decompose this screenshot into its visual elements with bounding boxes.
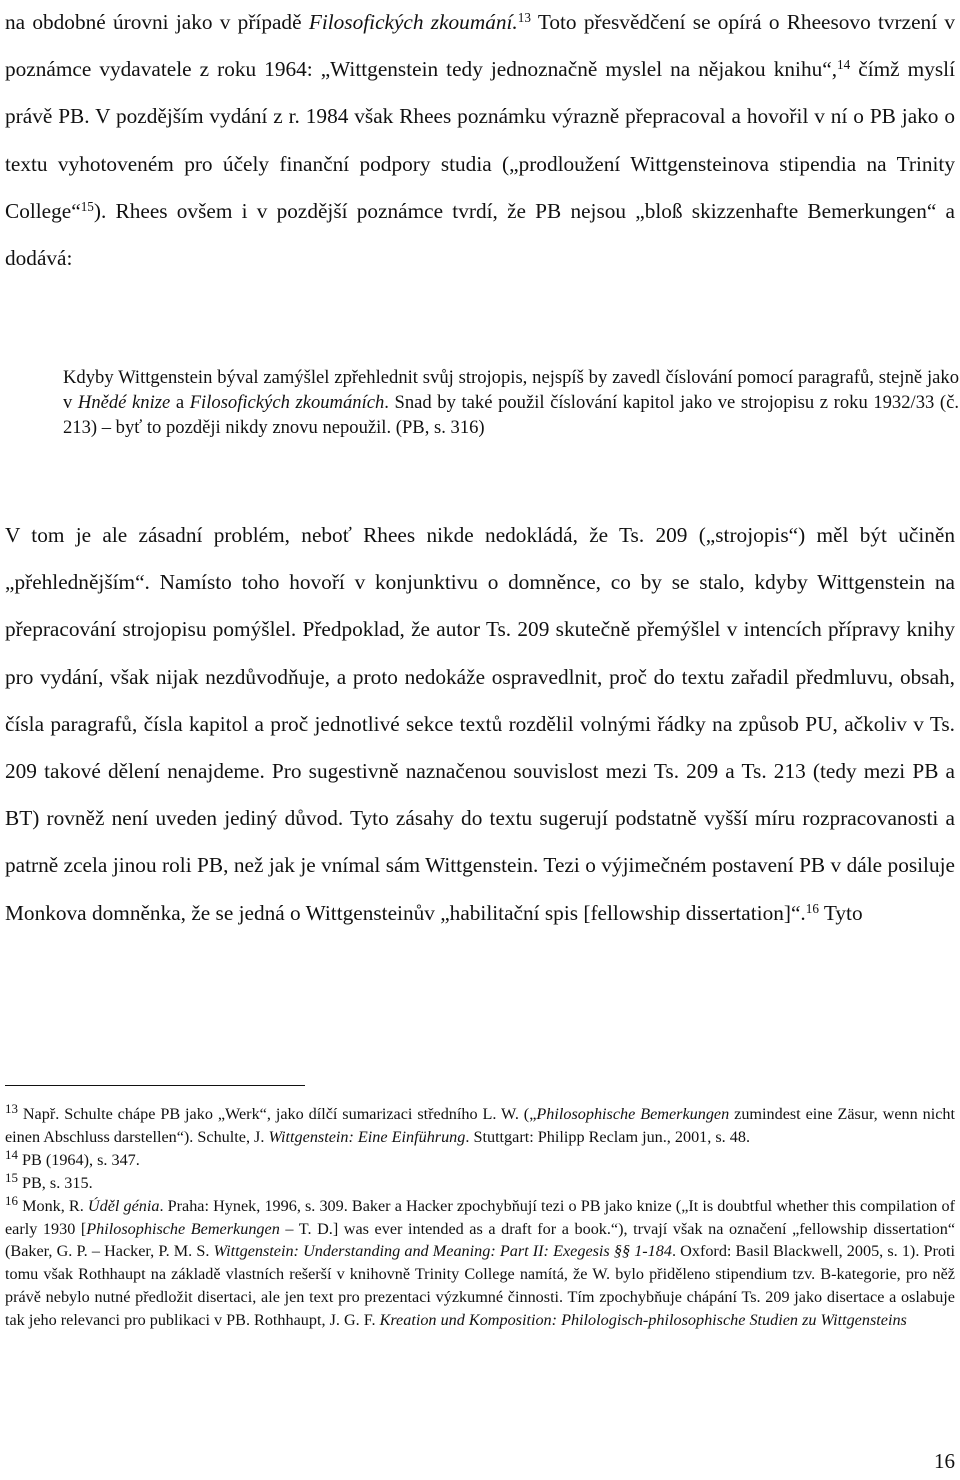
block-quote: [63, 365, 959, 440]
para1-text-b: Toto přesvědčení se opírá o Rheesovo tvrzení v poznámce vydavatele z roku 1964: „Wittgenstein tedy jednoznačně myslel na nějakou knihu“,: [5, 10, 956, 82]
footnote-ref-13[interactable]: 13: [517, 9, 531, 25]
footnote-number-13: 13: [5, 1101, 18, 1117]
footnote-number-16: 16: [5, 1192, 18, 1208]
footnote-16-text: Monk, R.: [17, 1196, 88, 1215]
footnote-ref-14[interactable]: 14: [837, 56, 851, 72]
footnote-13-text-2: zumindest eine Zäsur, wenn nicht einen Abschluss darstellen“). Schulte, J.: [5, 1105, 955, 1146]
quote-italic-hneda-kniha: Hnědé knize: [77, 392, 171, 413]
footnote-13: [5, 1103, 955, 1149]
footnote-16-italic-3: Wittgenstein: Understanding and Meaning: Part II: Exegesis §§ 1-184: [213, 1242, 672, 1261]
quote-text-b: a: [170, 392, 190, 413]
document-page: [5, 0, 959, 1330]
footnote-16-italic-4: Kreation und Komposition: Philologisch-philosophische Studien zu Wittgensteins: [379, 1311, 907, 1330]
footnotes: [5, 1103, 955, 1332]
footnote-number-14: 14: [5, 1146, 18, 1162]
para1-text-c: čímž myslí právě PB. V pozdějším vydání z r. 1984 však Rhees poznámku výrazně přepracoval a hovořil v ní o PB jako o textu vyhotoveném pro účely finanční podpory studia („prodloužení Wittgensteinova stipendia na Trinity College“: [5, 57, 956, 223]
quote-text-a: Kdyby Wittgenstein býval zamýšlel zpřehlednit svůj strojopis, nejspíš by zavedl číslování pomocí paragrafů, stejně jako v: [63, 367, 959, 413]
footnote-15: [5, 1169, 955, 1195]
para1-text-a: na obdobné úrovni jako v případě: [5, 10, 309, 34]
footnote-16-italic-2: Philosophische Bemerkungen: [86, 1219, 280, 1238]
para2-text-b: Tyto: [818, 900, 863, 925]
page-number: 16: [934, 1449, 955, 1473]
footnote-ref-15[interactable]: 15: [80, 198, 94, 214]
para1-title-italic: Filosofických zkoumání.: [308, 10, 518, 34]
footnote-13-italic-2: Wittgenstein: Eine Einführung: [268, 1127, 466, 1146]
para1-text-d: ). Rhees ovšem i v pozdější poznámce tvrdí, že PB nejsou „bloß skizzenhafte Bemerkungen“ a dodává:: [5, 198, 955, 271]
footnote-14: [5, 1146, 955, 1172]
footnote-16-text-3: – T. D.] was ever intended as a draft for a book.“), trvají však na označení „fellowship dissertation“ (Baker, G. P. – Hacker, P. M. S.: [5, 1219, 956, 1261]
footnote-separator: [5, 1085, 305, 1086]
paragraph-2: [5, 512, 955, 937]
footnote-13-italic-1: Philosophische Bemerkungen: [536, 1105, 730, 1123]
footnote-16-italic-1: Úděl génia: [87, 1196, 160, 1215]
footnote-16-text-2: . Praha: Hynek, 1996, s. 309. Baker a Hacker zpochybňují tezi o PB jako knize („It is doubtful whether this compilation of early 1930 [: [5, 1196, 955, 1238]
footnote-number-15: 15: [5, 1169, 18, 1185]
para2-text-a: V tom je ale zásadní problém, neboť Rhees nikde nedokládá, že Ts. 209 („strojopis“) měl být učiněn „přehlednějším“. Namísto toho hovoří v konjunktivu o domněnce, co by se stalo, kdyby Wittgenstein na přepracování strojopisu pomýšlel. Předpoklad, že autor Ts. 209 skutečně přemýšlel v intencích přípravy knihy pro vydání, však nijak nezdůvodňuje, a proto nedokáže ospravedlnit, proč do textu zařadil předmluvu, obsah, čísla paragrafů, čísla kapitol a proč jednotlivé sekce textů rozdělil volnými řádky na způsob PU, ačkoliv v Ts. 209 takové dělení nenajdeme. Pro sugestivně naznačenou souvislost mezi Ts. 209 a Ts. 213 (tedy mezi PB a BT) rovněž není uveden jediný důvod. Tyto zásahy do textu sugerují podstatně vyšší míru rozpracovanosti a patrně zcela jinou roli PB, než jak je vnímal sám Wittgenstein. Tezi o výjimečném postavení PB v dále posiluje Monkova domněnka, že se jedná o Wittgensteinův „habilitační spis [fellowship dissertation]“.: [5, 523, 955, 925]
footnote-15-text: PB, s. 315.: [17, 1173, 93, 1192]
paragraph-1: [5, 0, 955, 282]
footnote-14-text: PB (1964), s. 347.: [17, 1150, 140, 1169]
footnote-16: [5, 1192, 956, 1332]
footnote-13-text-3: . Stuttgart: Philipp Reclam jun., 2001, s. 48.: [465, 1127, 750, 1146]
footnote-ref-16[interactable]: 16: [805, 900, 819, 916]
quote-text-c: . Snad by také použil číslování kapitol jako ve strojopisu z roku 1932/33 (č. 213) – byť to později nikdy znovu nepoužil. (PB, s. 316): [63, 392, 959, 438]
quote-italic-filosoficka-zkoumani: Filosofických zkoumáních: [189, 392, 385, 413]
footnote-13-text: Např. Schulte chápe PB jako „Werk“, jako dílčí sumarizaci středního L. W. („: [17, 1105, 537, 1123]
footnote-16-text-4: . Oxford: Basil Blackwell, 2005, s. 1). Proti tomu však Rothhaupt na základě vlastních rešerší v knihovně Trinity College namítá, že W. bylo přiděleno stipendium tzv. B-kategorie, pro něž právě nebylo nutné předložit disertaci, ale jen text pro prezentaci výzkumné činnosti. Tím zpochybňuje chápání Ts. 209 jako disertace a oslabuje tak jeho relevanci pro publikaci v PB. Rothhaupt, J. G. F.: [5, 1242, 955, 1330]
